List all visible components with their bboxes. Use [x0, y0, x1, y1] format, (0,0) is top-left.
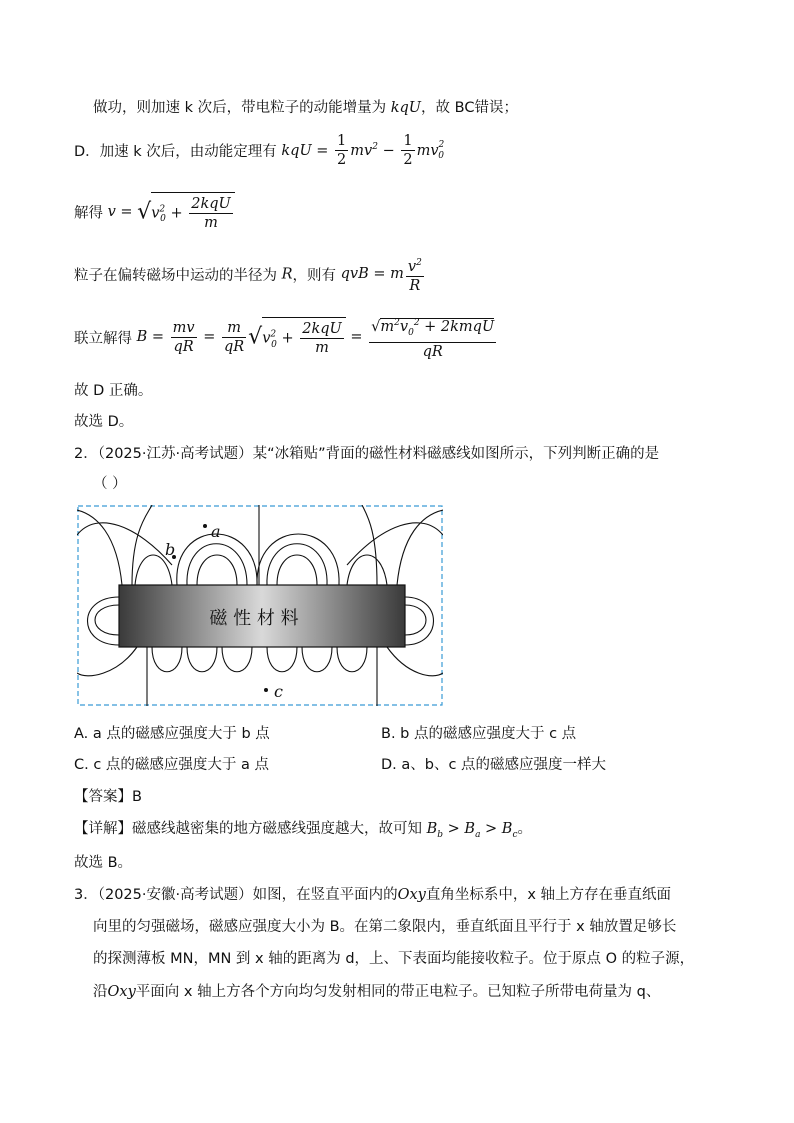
- point-b-label: b: [165, 540, 176, 559]
- math-kqU: kqU: [390, 100, 422, 116]
- detail-line: [74, 817, 532, 840]
- question-2-stem: 2．（2025·江苏·高考试题）某“冰箱贴”背面的磁性材料磁感线如图所示，下列判断正确的是: [74, 446, 660, 462]
- line1-text-b: ，故 BC错误；: [421, 100, 518, 116]
- equation-B: B = $\frac{mv}{qR}$ = $\frac{m}{qR}$ $√v^2_0$ + $\frac{\text{2kqU}}{m}$ = $\frac{√m^2v_0^2 + 2kmqU}{qR}$: [137, 329, 499, 345]
- option-A: A. a 点的磁感应强度大于 b 点: [74, 726, 270, 742]
- answer-line: 【答案】B: [74, 789, 142, 805]
- q3-text-d: 平面向 x 轴上方各个方向均匀发射相同的带正电粒子。已知粒子所带电荷量为 q、: [135, 984, 661, 1000]
- line5-text-a: 联立解得: [74, 330, 132, 347]
- text-line-5: [74, 314, 498, 361]
- equation-velocity: $v = √v^2_0$ + $\frac{\text{2kqU}}{m}$: [108, 204, 235, 220]
- question-2-end: 故选 B。: [74, 855, 133, 871]
- math-Oxy-1: Oxy: [397, 887, 426, 903]
- option-D: D. a、b、c 点的磁感应强度一样大: [381, 757, 607, 773]
- q3-text-b: 直角坐标系中，x 轴上方存在垂直纸面: [425, 887, 672, 903]
- point-a-dot: [203, 524, 207, 528]
- equation-compare: $B_b > B_a > B_c$: [426, 821, 518, 840]
- text-line-3: [74, 192, 235, 232]
- equation-energy: kqU = $\frac{1}{2}$ $mv^2$ − $\frac{1}{2}$ $mv^2_0$: [281, 133, 445, 168]
- point-c-label: c: [274, 682, 283, 701]
- detail-text-b: 。: [517, 821, 533, 837]
- line4-text-a: 粒子在偏转磁场中运动的半径为: [74, 267, 277, 284]
- q3-text-c: 沿: [93, 984, 108, 1000]
- question-3-line-1: [74, 883, 671, 904]
- q3-text-a: 3．（2025·安徽·高考试题）如图，在竖直平面内的: [74, 887, 398, 903]
- option-C: C. c 点的磁感应强度大于 a 点: [74, 757, 270, 773]
- point-a-label: a: [211, 522, 221, 541]
- option-B: B. b 点的磁感应强度大于 c 点: [381, 726, 577, 742]
- point-c-dot: [264, 688, 268, 692]
- equation-lorentz: qvB = m $\frac{v^2}{R}$: [341, 266, 426, 282]
- math-R: R: [281, 266, 293, 283]
- text-line-4: [74, 254, 426, 295]
- line3-text-a: 解得: [74, 205, 103, 222]
- question-3-line-3: 的探测薄板 MN，MN 到 x 轴的距离为 d，上、下表面均能接收粒子。位于原点 O 的粒子源，: [93, 951, 695, 967]
- line4-text-b: ，则有: [292, 267, 337, 284]
- text-line-7: 故选 D。: [74, 414, 134, 430]
- magnet-label: 磁 性 材 料: [209, 608, 299, 629]
- question-2-paren: （ ）: [93, 476, 127, 492]
- magnetic-field-figure: [77, 505, 443, 706]
- text-line-2: [74, 132, 444, 169]
- line2-text-a: D．加速 k 次后，由动能定理有: [74, 144, 277, 160]
- question-3-line-2: 向里的匀强磁场，磁感应强度大小为 B。在第二象限内，垂直纸面且平行于 x 轴放置足够长: [93, 919, 677, 935]
- text-line-6: 故 D 正确。: [74, 383, 153, 399]
- detail-text-a: 【详解】磁感线越密集的地方磁感线强度越大，故可知: [74, 821, 422, 837]
- text-line-1: [93, 96, 518, 117]
- line1-text-a: 做功，则加速 k 次后，带电粒子的动能增量为: [93, 100, 387, 116]
- question-3-line-4: [93, 980, 660, 1001]
- math-Oxy-2: Oxy: [107, 984, 136, 1000]
